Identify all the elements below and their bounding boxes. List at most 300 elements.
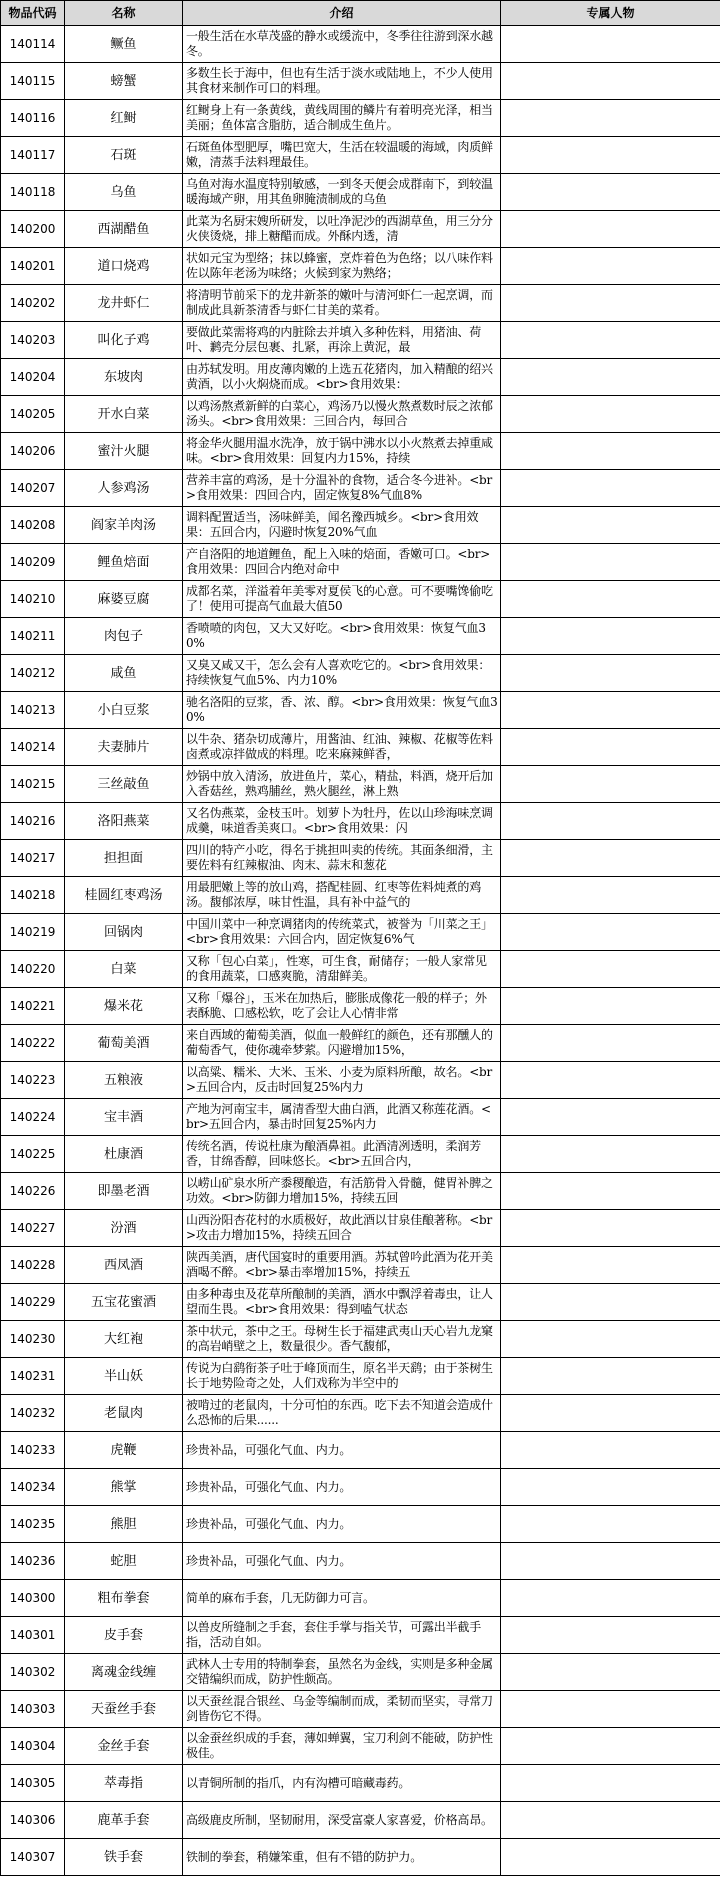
item-desc-text: 又臭又咸又干，怎么会有人喜欢吃它的。<br>食用效果：持续恢复气血5%、内力10%	[186, 658, 491, 687]
item-desc-text: 乌鱼对海水温度特别敏感，一到冬天便会成群南下，到较温暖海域产卵，用其鱼卵腌渍制成的乌鱼	[186, 177, 493, 206]
item-name-cell: 熊胆	[65, 1506, 183, 1543]
item-name-cell: 桂圆红枣鸡汤	[65, 877, 183, 914]
table-row	[1, 1617, 720, 1654]
item-desc-cell	[183, 1136, 501, 1173]
item-desc-cell	[183, 1765, 501, 1802]
item-desc-text: 以崂山矿泉水所产黍稷酿造，有活筋骨入骨髓，健胃补脾之功效。<br>防御力增加15%，持续五回	[186, 1176, 493, 1205]
table-row	[1, 1358, 720, 1395]
table-row	[1, 1173, 720, 1210]
item-name-cell: 鳜鱼	[65, 26, 183, 63]
item-name-cell: 红鲥	[65, 100, 183, 137]
item-special-cell	[501, 285, 720, 322]
table-row	[1, 1543, 720, 1580]
item-special-cell	[501, 507, 720, 544]
item-special-cell	[501, 100, 720, 137]
item-special-cell	[501, 1691, 720, 1728]
item-desc-text: 简单的麻布手套，几无防御力可言。	[186, 1590, 375, 1605]
item-desc-cell	[183, 248, 501, 285]
item-desc-cell	[183, 1062, 501, 1099]
item-special-cell	[501, 1543, 720, 1580]
item-id-cell: 140223	[1, 1062, 65, 1099]
table-row	[1, 174, 720, 211]
item-id-cell: 140213	[1, 692, 65, 729]
item-name-cell: 小白豆浆	[65, 692, 183, 729]
item-desc-cell	[183, 1173, 501, 1210]
table-row	[1, 1839, 720, 1876]
item-id-cell: 140206	[1, 433, 65, 470]
item-name-cell: 虎鞭	[65, 1432, 183, 1469]
table-row	[1, 1025, 720, 1062]
item-id-cell: 140224	[1, 1099, 65, 1136]
item-special-cell	[501, 1173, 720, 1210]
item-special-cell	[501, 137, 720, 174]
table-row	[1, 285, 720, 322]
item-name-cell: 半山妖	[65, 1358, 183, 1395]
item-special-cell	[501, 1395, 720, 1432]
item-special-cell	[501, 1580, 720, 1617]
item-desc-text: 要做此菜需将鸡的内脏除去并填入多种佐料，用猪油、荷叶、鹣壳分层包裹、扎紧，再涂上黄泥，最	[186, 325, 482, 354]
item-special-cell	[501, 1025, 720, 1062]
item-desc-cell	[183, 100, 501, 137]
item-desc-text: 珍贵补品，可强化气血、内力。	[186, 1442, 352, 1457]
item-desc-text: 四川的特产小吃，得名于挑担叫卖的传统。其面条细滑，主要佐料有红辣椒油、肉末、蒜末和葱花	[186, 843, 493, 872]
item-special-cell	[501, 1062, 720, 1099]
item-desc-cell	[183, 322, 501, 359]
item-desc-text: 由苏轼发明。用皮薄肉嫩的上选五花猪肉，加入精酿的绍兴黄酒，以小火焖烧而成。<br>食用效果：	[186, 362, 493, 391]
item-special-cell	[501, 544, 720, 581]
item-special-cell	[501, 988, 720, 1025]
item-desc-text: 营养丰富的鸡汤，是十分温补的食物，适合冬今进补。<br>食用效果：四回合内，固定恢复8%气血8%	[186, 473, 493, 502]
table-row	[1, 63, 720, 100]
header-special: 专属人物	[501, 1, 720, 26]
table-row	[1, 1099, 720, 1136]
item-desc-cell	[183, 1099, 501, 1136]
item-name-cell: 西凤酒	[65, 1247, 183, 1284]
item-desc-text: 铁制的拳套，稍嫌笨重，但有不错的防护力。	[186, 1849, 423, 1864]
table-row	[1, 877, 720, 914]
item-desc-cell	[183, 581, 501, 618]
item-id-cell: 140205	[1, 396, 65, 433]
table-row	[1, 211, 720, 248]
table-row	[1, 322, 720, 359]
item-desc-text: 以青铜所制的指爪，内有沟槽可暗藏毒药。	[186, 1775, 411, 1790]
item-id-cell: 140209	[1, 544, 65, 581]
item-desc-cell	[183, 63, 501, 100]
table-body	[1, 26, 720, 1876]
item-id-cell: 140208	[1, 507, 65, 544]
table-row	[1, 1580, 720, 1617]
item-name-cell: 汾酒	[65, 1210, 183, 1247]
item-id-cell: 140228	[1, 1247, 65, 1284]
table-row	[1, 1136, 720, 1173]
item-name-cell: 乌鱼	[65, 174, 183, 211]
item-id-cell: 140300	[1, 1580, 65, 1617]
item-desc-text: 以兽皮所缝制之手套，套住手掌与指关节，可露出半截手指，活动自如。	[186, 1620, 482, 1649]
item-special-cell	[501, 248, 720, 285]
item-desc-text: 产地为河南宝丰，属清香型大曲白酒，此酒又称莲花酒。<br>五回合内，暴击时回复25%内力	[186, 1102, 491, 1131]
item-desc-cell	[183, 729, 501, 766]
item-special-cell	[501, 766, 720, 803]
item-special-cell	[501, 1654, 720, 1691]
item-desc-cell	[183, 1358, 501, 1395]
item-id-cell: 140227	[1, 1210, 65, 1247]
item-desc-text: 红鲥身上有一条黄线，黄线周围的鳞片有着明亮光泽，相当美丽；鱼体富含脂肪，适合制成生鱼片。	[186, 103, 493, 132]
table-row	[1, 1765, 720, 1802]
item-id-cell: 140233	[1, 1432, 65, 1469]
item-id-cell: 140231	[1, 1358, 65, 1395]
item-desc-text: 以金蚕丝织成的手套，薄如蝉翼，宝刀利剑不能破，防护性极佳。	[186, 1731, 493, 1760]
item-id-cell: 140214	[1, 729, 65, 766]
table-row	[1, 1321, 720, 1358]
item-desc-cell	[183, 1284, 501, 1321]
item-desc-text: 以高粱、糯米、大米、玉米、小麦为原料所酿，故名。<br>五回合内，反击时回复25%内力	[186, 1065, 493, 1094]
item-desc-text: 陕西美酒，唐代国宴时的重要用酒。苏轼曾吟此酒为花开美酒喝不醉。<br>暴击率增加15%，持续五	[186, 1250, 493, 1279]
item-id-cell: 140235	[1, 1506, 65, 1543]
item-id-cell: 140225	[1, 1136, 65, 1173]
item-desc-text: 将清明节前采下的龙井新茶的嫩叶与清河虾仁一起烹调，而制成此具新茶清香与虾仁甘美的菜肴。	[186, 288, 493, 317]
item-name-cell: 蛇胆	[65, 1543, 183, 1580]
item-special-cell	[501, 914, 720, 951]
item-name-cell: 粗布拳套	[65, 1580, 183, 1617]
item-id-cell: 140218	[1, 877, 65, 914]
item-name-cell: 叫化子鸡	[65, 322, 183, 359]
item-desc-text: 成都名菜，洋溢着年美零对夏侯飞的心意。可不要嘴馋偷吃了！使用可提高气血最大值50	[186, 584, 493, 613]
item-desc-text: 高级鹿皮所制，坚韧耐用，深受富豪人家喜爱，价格高昂。	[186, 1812, 493, 1827]
item-special-cell	[501, 433, 720, 470]
item-name-cell: 萃毒指	[65, 1765, 183, 1802]
item-desc-cell	[183, 1469, 501, 1506]
item-desc-cell	[183, 1728, 501, 1765]
table-row	[1, 1062, 720, 1099]
item-id-cell: 140222	[1, 1025, 65, 1062]
item-desc-cell	[183, 1247, 501, 1284]
item-desc-text: 由多种毒虫及花草所酿制的美酒，酒水中飘浮着毒虫，让人望而生畏。<br>食用效果：得到嗑气状态	[186, 1287, 493, 1316]
item-name-cell: 皮手套	[65, 1617, 183, 1654]
item-desc-text: 茶中状元，茶中之王。母树生长于福建武夷山天心岩九龙窠的高岩峭壁之上，数量很少。香气馥郁，	[186, 1324, 493, 1353]
item-name-cell: 担担面	[65, 840, 183, 877]
item-name-cell: 鲤鱼焙面	[65, 544, 183, 581]
item-id-cell: 140201	[1, 248, 65, 285]
item-id-cell: 140220	[1, 951, 65, 988]
item-id-cell: 140221	[1, 988, 65, 1025]
item-name-cell: 洛阳燕菜	[65, 803, 183, 840]
item-special-cell	[501, 359, 720, 396]
table-row	[1, 396, 720, 433]
table-row	[1, 1432, 720, 1469]
item-special-cell	[501, 1247, 720, 1284]
item-id-cell: 140219	[1, 914, 65, 951]
item-desc-cell	[183, 692, 501, 729]
item-id-cell: 140118	[1, 174, 65, 211]
item-name-cell: 五粮液	[65, 1062, 183, 1099]
item-id-cell: 140204	[1, 359, 65, 396]
item-special-cell	[501, 1210, 720, 1247]
table-row	[1, 1654, 720, 1691]
item-desc-text: 珍贵补品，可强化气血、内力。	[186, 1479, 352, 1494]
item-desc-text: 驰名洛阳的豆浆，香、浓、醇。<br>食用效果：恢复气血30%	[186, 695, 498, 724]
item-special-cell	[501, 692, 720, 729]
item-name-cell: 东坡肉	[65, 359, 183, 396]
item-id-cell: 140211	[1, 618, 65, 655]
item-desc-text: 又称「爆谷」，玉米在加热后，膨胀成像花一般的样子；外表酥脆、口感松软，吃了会让人心情非常	[186, 991, 487, 1020]
item-desc-text: 中国川菜中一种烹调猪肉的传统菜式，被誉为「川菜之王」<br>食用效果：六回合内，固定恢复6%气	[186, 917, 493, 946]
item-id-cell: 140307	[1, 1839, 65, 1876]
table-row	[1, 655, 720, 692]
table-row	[1, 1395, 720, 1432]
item-desc-text: 炒锅中放入清汤，放进鱼片，菜心，精盐，料酒，烧开后加入香菇丝，熟鸡脯丝，熟火腿丝，淋上熟	[186, 769, 493, 798]
item-special-cell	[501, 840, 720, 877]
item-special-cell	[501, 1469, 720, 1506]
item-desc-cell	[183, 1395, 501, 1432]
table-row	[1, 1691, 720, 1728]
item-name-cell: 肉包子	[65, 618, 183, 655]
item-desc-cell	[183, 1839, 501, 1876]
item-desc-cell	[183, 544, 501, 581]
item-id-cell: 140236	[1, 1543, 65, 1580]
item-name-cell: 大红袍	[65, 1321, 183, 1358]
item-desc-cell	[183, 1580, 501, 1617]
item-id-cell: 140212	[1, 655, 65, 692]
item-desc-cell	[183, 951, 501, 988]
item-special-cell	[501, 470, 720, 507]
item-desc-text: 又名伪燕菜，金枝玉叶。划萝卜为牡丹，佐以山珍海味烹调成羹，味道香美爽口。<br>食用效果：闪	[186, 806, 493, 835]
item-desc-text: 武林人士专用的特制拳套，虽然名为金线，实则是多种金属交错编织而成，防护性颇高。	[186, 1657, 493, 1686]
item-desc-cell	[183, 1506, 501, 1543]
item-name-cell: 老鼠肉	[65, 1395, 183, 1432]
header-id: 物品代码	[1, 1, 65, 26]
item-name-cell: 龙井虾仁	[65, 285, 183, 322]
item-special-cell	[501, 211, 720, 248]
item-desc-text: 被啃过的老鼠肉，十分可怕的东西。吃下去不知道会造成什么恐怖的后果......	[186, 1398, 493, 1427]
item-name-cell: 咸鱼	[65, 655, 183, 692]
item-id-cell: 140229	[1, 1284, 65, 1321]
item-desc-cell	[183, 1543, 501, 1580]
item-special-cell	[501, 581, 720, 618]
table-row	[1, 1210, 720, 1247]
table-header-row	[1, 1, 720, 26]
table-row	[1, 1284, 720, 1321]
item-desc-cell	[183, 507, 501, 544]
item-name-cell: 回锅肉	[65, 914, 183, 951]
item-name-cell: 杜康酒	[65, 1136, 183, 1173]
item-desc-cell	[183, 618, 501, 655]
item-desc-cell	[183, 803, 501, 840]
table-row	[1, 100, 720, 137]
table-row	[1, 803, 720, 840]
item-special-cell	[501, 1284, 720, 1321]
item-desc-text: 传说为白鹞衔茶子吐于峰顶而生，原名半天鹞；由于茶树生长于地势险奇之处，人们戏称为半空中的	[186, 1361, 493, 1390]
item-id-cell: 140301	[1, 1617, 65, 1654]
item-special-cell	[501, 951, 720, 988]
item-desc-cell	[183, 470, 501, 507]
item-id-cell: 140303	[1, 1691, 65, 1728]
header-desc: 介绍	[183, 1, 501, 26]
table-row	[1, 618, 720, 655]
table-row	[1, 359, 720, 396]
item-id-cell: 140234	[1, 1469, 65, 1506]
item-desc-text: 山西汾阳杏花村的水质极好，故此酒以甘泉佳酿著称。<br>攻击力增加15%，持续五回合	[186, 1213, 493, 1242]
item-special-cell	[501, 63, 720, 100]
item-desc-text: 将金华火腿用温水洗净，放于锅中沸水以小火熬煮去掉重咸味。<br>食用效果：回复内力15%，持续	[186, 436, 493, 465]
item-special-cell	[501, 803, 720, 840]
item-desc-text: 以天蚕丝混合银丝、乌金等编制而成，柔韧而坚实，寻常刀剑皆伤它不得。	[186, 1694, 493, 1723]
table-row	[1, 433, 720, 470]
table-row	[1, 1728, 720, 1765]
item-name-cell: 道口烧鸡	[65, 248, 183, 285]
item-id-cell: 140306	[1, 1802, 65, 1839]
item-desc-cell	[183, 433, 501, 470]
item-id-cell: 140202	[1, 285, 65, 322]
table-row	[1, 914, 720, 951]
item-special-cell	[501, 1321, 720, 1358]
item-desc-cell	[183, 1802, 501, 1839]
item-id-cell: 140305	[1, 1765, 65, 1802]
item-special-cell	[501, 1802, 720, 1839]
item-name-cell: 五宝花蜜酒	[65, 1284, 183, 1321]
item-name-cell: 麻婆豆腐	[65, 581, 183, 618]
item-id-cell: 140230	[1, 1321, 65, 1358]
item-special-cell	[501, 1099, 720, 1136]
item-id-cell: 140210	[1, 581, 65, 618]
item-name-cell: 天蚕丝手套	[65, 1691, 183, 1728]
item-id-cell: 140302	[1, 1654, 65, 1691]
item-desc-text: 一般生活在水草茂盛的静水或缓流中，冬季往往游到深水越冬。	[186, 29, 493, 58]
item-id-cell: 140203	[1, 322, 65, 359]
item-name-cell: 宝丰酒	[65, 1099, 183, 1136]
table-row	[1, 137, 720, 174]
item-special-cell	[501, 1765, 720, 1802]
item-desc-text: 以鸡汤熬煮新鲜的白菜心，鸡汤乃以慢火熬煮数时辰之浓郁汤头。<br>食用效果：三回合内，每回合	[186, 399, 493, 428]
item-desc-cell	[183, 285, 501, 322]
table-row	[1, 581, 720, 618]
table-row	[1, 988, 720, 1025]
item-desc-cell	[183, 840, 501, 877]
item-name-cell: 西湖醋鱼	[65, 211, 183, 248]
item-name-cell: 夫妻肺片	[65, 729, 183, 766]
table-row	[1, 470, 720, 507]
item-special-cell	[501, 655, 720, 692]
item-desc-text: 此菜为名厨宋嫂所研发，以吐净泥沙的西湖草鱼，用三分分火侠烫烧，排上糖醋而成。外酥内透，清	[186, 214, 493, 243]
item-name-cell: 离魂金线缠	[65, 1654, 183, 1691]
item-name-cell: 葡萄美酒	[65, 1025, 183, 1062]
item-desc-text: 传统名酒，传说杜康为酿酒鼻祖。此酒清冽透明，柔润芳香，甘绵香醇，回味悠长。<br>五回合内，	[186, 1139, 482, 1168]
item-desc-cell	[183, 1025, 501, 1062]
header-name: 名称	[65, 1, 183, 26]
item-special-cell	[501, 1728, 720, 1765]
item-desc-cell	[183, 1617, 501, 1654]
table-row	[1, 840, 720, 877]
item-desc-text: 多数生长于海中，但也有生活于淡水或陆地上，不少人使用其食材来制作可口的料理。	[186, 66, 493, 95]
item-special-cell	[501, 174, 720, 211]
item-id-cell: 140117	[1, 137, 65, 174]
item-desc-cell	[183, 1321, 501, 1358]
item-special-cell	[501, 1839, 720, 1876]
item-id-cell: 140215	[1, 766, 65, 803]
item-desc-cell	[183, 1654, 501, 1691]
table-row	[1, 729, 720, 766]
item-name-cell: 蜜汁火腿	[65, 433, 183, 470]
table-row	[1, 26, 720, 63]
item-name-cell: 金丝手套	[65, 1728, 183, 1765]
item-desc-cell	[183, 1432, 501, 1469]
item-id-cell: 140304	[1, 1728, 65, 1765]
item-special-cell	[501, 396, 720, 433]
item-id-cell: 140115	[1, 63, 65, 100]
item-special-cell	[501, 322, 720, 359]
item-special-cell	[501, 1358, 720, 1395]
item-desc-text: 珍贵补品，可强化气血、内力。	[186, 1553, 352, 1568]
item-desc-text: 石斑鱼体型肥厚，嘴巴宽大，生活在较温暖的海域，肉质鲜嫩，清蒸手法料理最佳。	[186, 140, 493, 169]
item-desc-cell	[183, 1691, 501, 1728]
item-special-cell	[501, 618, 720, 655]
item-name-cell: 螃蟹	[65, 63, 183, 100]
item-desc-cell	[183, 988, 501, 1025]
table-row	[1, 507, 720, 544]
item-special-cell	[501, 729, 720, 766]
item-id-cell: 140217	[1, 840, 65, 877]
item-desc-text: 珍贵补品，可强化气血、内力。	[186, 1516, 352, 1531]
item-id-cell: 140116	[1, 100, 65, 137]
table-row	[1, 248, 720, 285]
item-name-cell: 阎家羊肉汤	[65, 507, 183, 544]
table-row	[1, 766, 720, 803]
item-name-cell: 开水白菜	[65, 396, 183, 433]
item-desc-text: 用最肥嫩上等的放山鸡，搭配桂圆、红枣等佐料炖煮的鸡汤。馥郁浓厚，味甘性温，具有补中益气的	[186, 880, 482, 909]
item-desc-cell	[183, 655, 501, 692]
item-id-cell: 140200	[1, 211, 65, 248]
item-desc-text: 香喷喷的肉包，又大又好吃。<br>食用效果：恢复气血30%	[186, 621, 486, 650]
item-special-cell	[501, 1617, 720, 1654]
item-special-cell	[501, 1506, 720, 1543]
item-name-cell: 爆米花	[65, 988, 183, 1025]
item-desc-cell	[183, 174, 501, 211]
item-id-cell: 140114	[1, 26, 65, 63]
item-desc-text: 又称「包心白菜」，性寒，可生食，耐储存；一般人家常见的食用蔬菜，口感爽脆，清甜鲜美。	[186, 954, 487, 983]
table-row	[1, 951, 720, 988]
item-name-cell: 熊掌	[65, 1469, 183, 1506]
table-row	[1, 1247, 720, 1284]
item-desc-cell	[183, 359, 501, 396]
table-row	[1, 692, 720, 729]
item-desc-text: 状如元宝为型络；抹以蜂蜜，烹炸着色为色络；以八味作料佐以陈年老汤为味络；火候到家为熟络；	[186, 251, 493, 280]
table-row	[1, 544, 720, 581]
item-name-cell: 人参鸡汤	[65, 470, 183, 507]
item-desc-text: 来自西域的葡萄美酒，似血一般鲜红的颜色，还有那醺人的葡萄香气，使你魂牵梦萦。闪避增加15%，	[186, 1028, 493, 1057]
item-special-cell	[501, 1432, 720, 1469]
item-desc-cell	[183, 396, 501, 433]
item-name-cell: 三丝敲鱼	[65, 766, 183, 803]
item-desc-text: 以牛杂、猪杂切成薄片，用酱油、红油、辣椒、花椒等佐料卤煮或凉拌做成的料理。吃来麻辣鲜香，	[186, 732, 493, 761]
table-row	[1, 1469, 720, 1506]
item-desc-cell	[183, 877, 501, 914]
item-name-cell: 鹿革手套	[65, 1802, 183, 1839]
item-special-cell	[501, 26, 720, 63]
table-row	[1, 1506, 720, 1543]
item-name-cell: 铁手套	[65, 1839, 183, 1876]
item-name-cell: 石斑	[65, 137, 183, 174]
item-desc-text: 产自洛阳的地道鲤鱼，配上入味的焙面，香嫩可口。<br>食用效果：四回合内绝对命中	[186, 547, 491, 576]
item-id-cell: 140232	[1, 1395, 65, 1432]
table-row	[1, 1802, 720, 1839]
item-desc-cell	[183, 137, 501, 174]
item-desc-cell	[183, 766, 501, 803]
item-desc-cell	[183, 26, 501, 63]
item-special-cell	[501, 877, 720, 914]
item-special-cell	[501, 1136, 720, 1173]
item-desc-text: 调料配置适当，汤味鲜美，闻名豫西城乡。<br>食用效果：五回合内，闪避时恢复20%气血	[186, 510, 479, 539]
item-desc-cell	[183, 211, 501, 248]
item-id-cell: 140207	[1, 470, 65, 507]
